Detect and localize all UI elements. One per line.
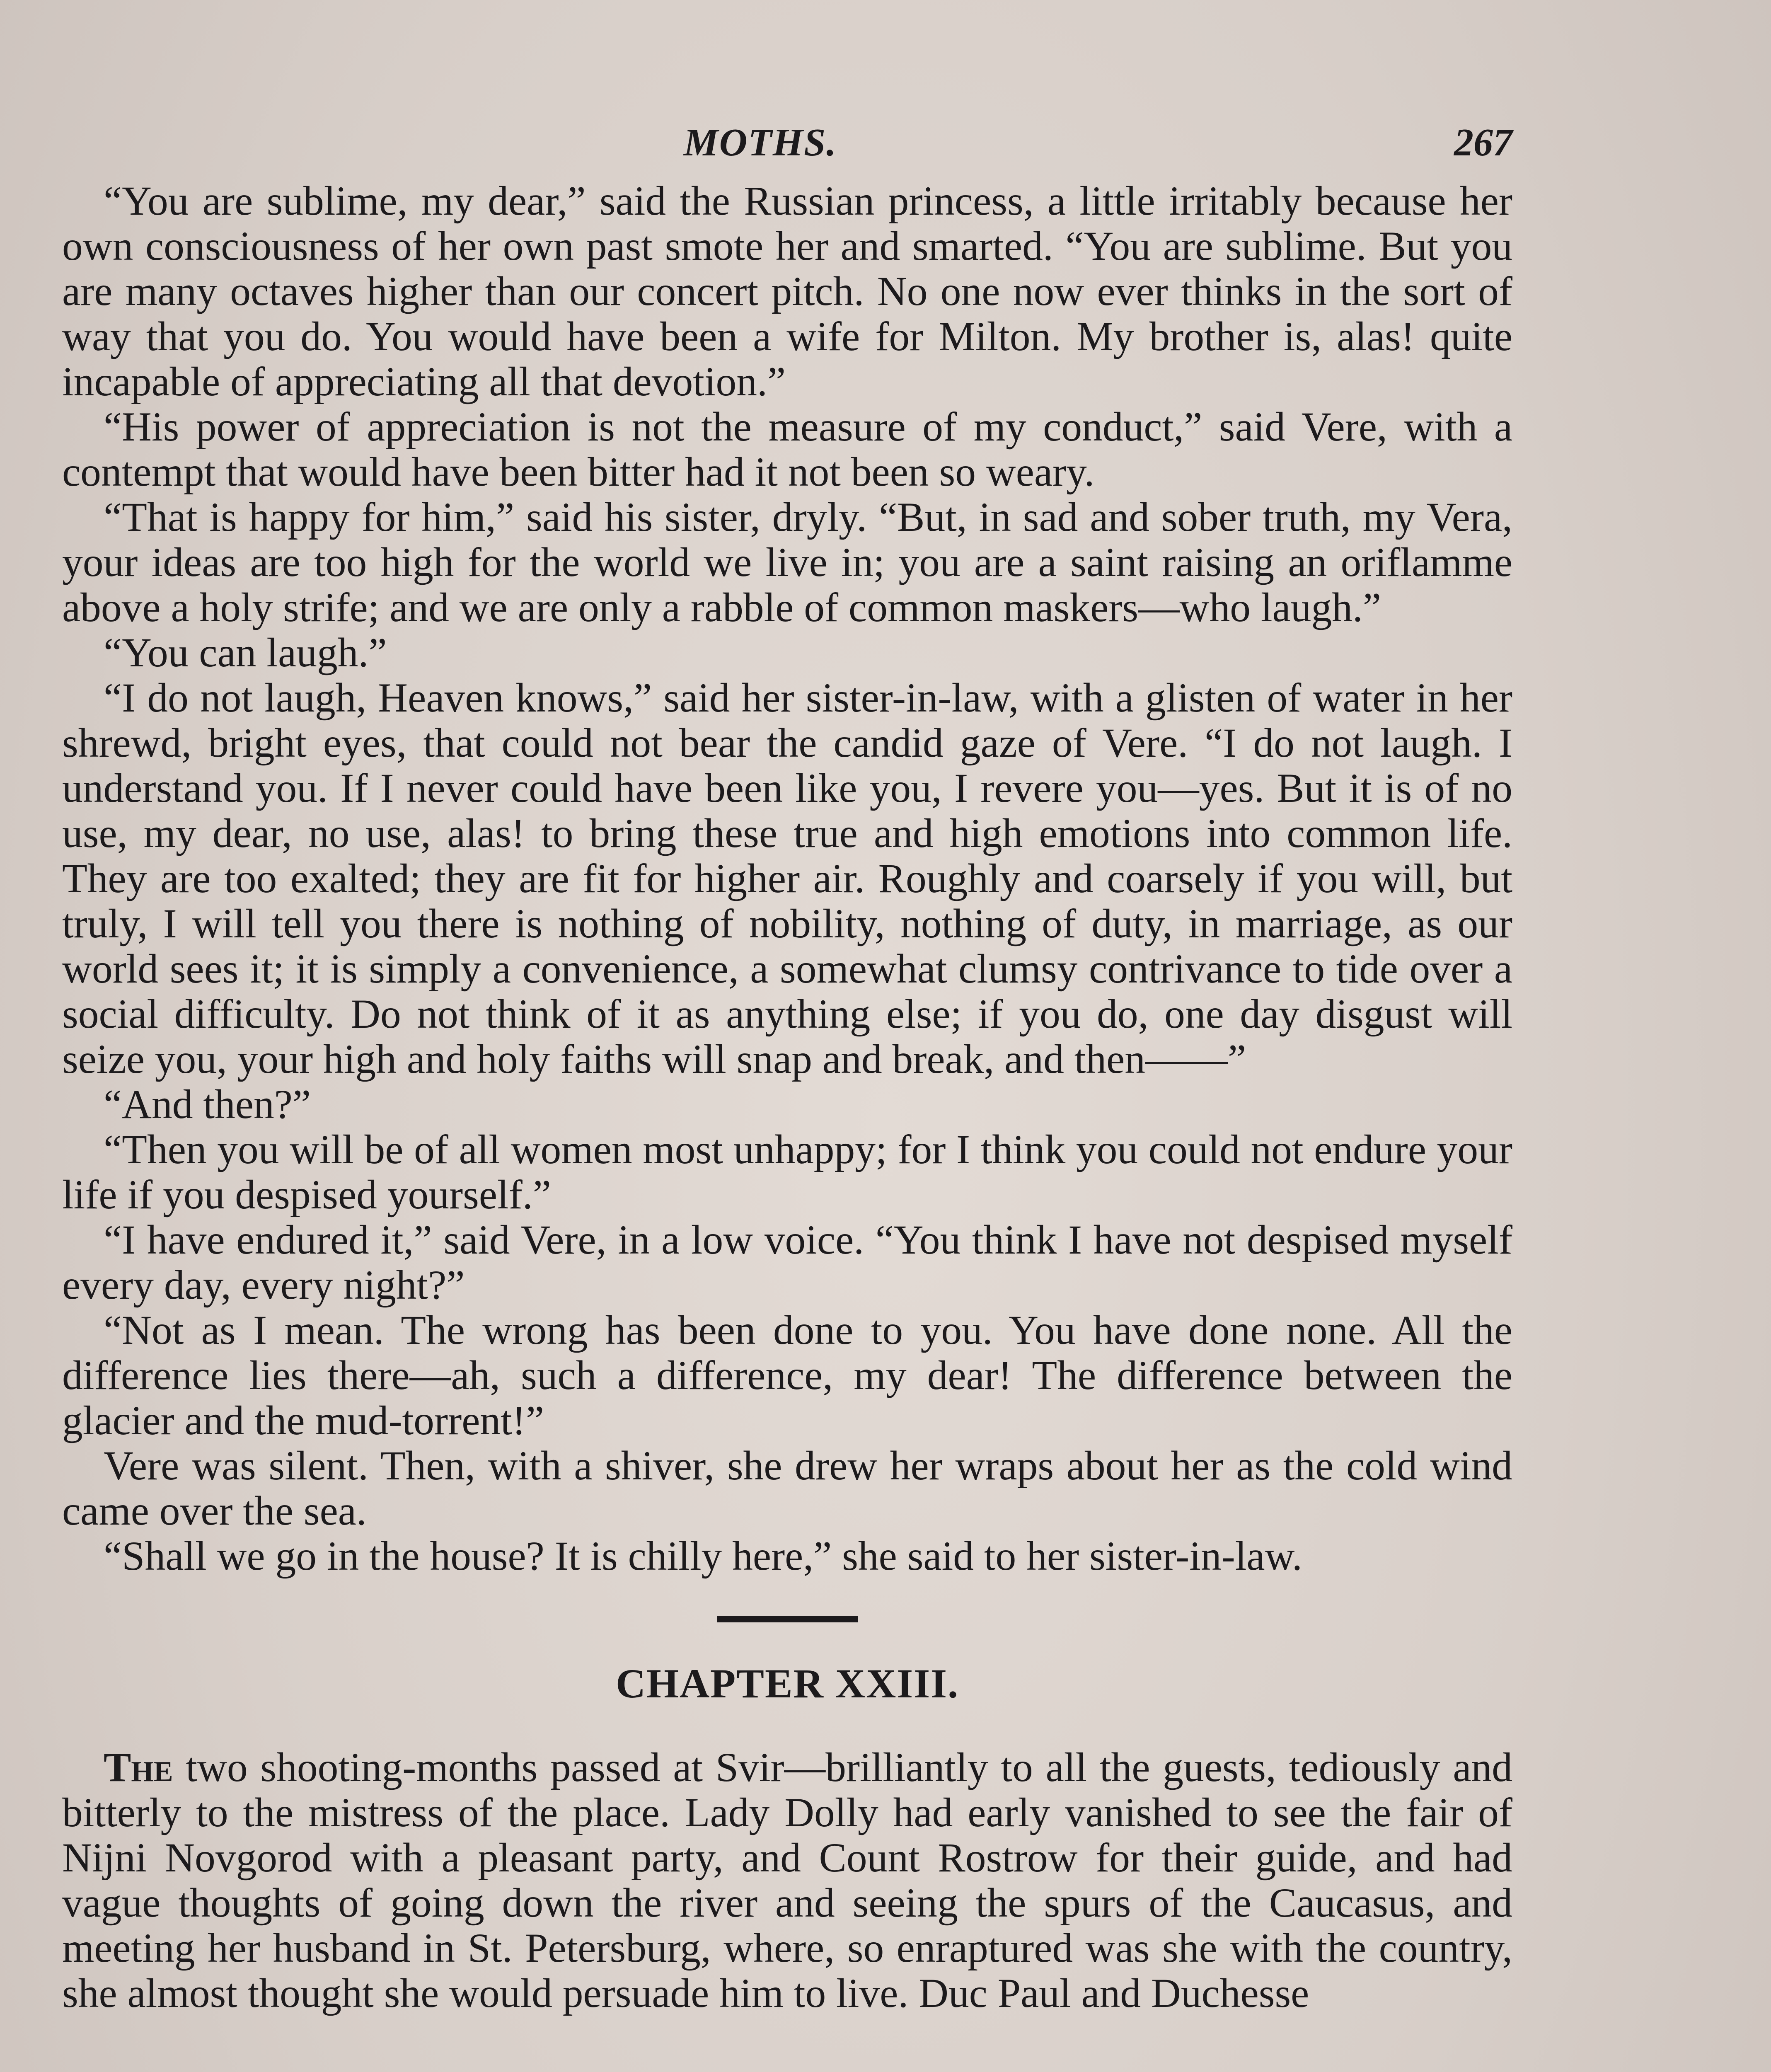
opening-word: The xyxy=(104,1744,173,1790)
paragraph: “That is happy for him,” said his sister, dryly. “But, in sad and sober truth, my Vera, your ideas are too high for the world we live in; you are a saint raising an oriflamme above a holy strife; and we are only a rabble of common maskers—who laugh.” xyxy=(62,494,1512,630)
paragraph: “Then you will be of all women most unhappy; for I think you could not endure your life if you despised yourself.” xyxy=(62,1126,1512,1218)
book-page xyxy=(62,120,1512,2016)
chapter-heading: CHAPTER XXIII. xyxy=(615,1661,959,1706)
paragraph: “I have endured it,” said Vere, in a low voice. “You think I have not despised myself every day, every night?” xyxy=(62,1217,1512,1308)
paragraph: “His power of appreciation is not the measure of my conduct,” said Vere, with a contempt that would have been bitter had it not been so weary. xyxy=(62,404,1512,495)
running-title: MOTHS. xyxy=(684,121,837,164)
paragraph: “You can laugh.” xyxy=(104,629,387,675)
paragraph: “You are sublime, my dear,” said the Russian princess, a little irritably because her own consciousness of her own past smote her and smarted. “You are sublime. But you are many octaves higher than our concert pitch. No one now ever thinks in the sort of way that you do. You would have been a wife for Milton. My brother is, alas! quite incapable of appreciating all that devotion.” xyxy=(62,178,1512,404)
paragraph: Vere was silent. Then, with a shiver, she drew her wraps about her as the cold wind came over the sea. xyxy=(62,1443,1512,1534)
section-divider xyxy=(717,1616,858,1622)
paragraph: “And then?” xyxy=(104,1081,311,1127)
paragraph: “I do not laugh, Heaven knows,” said her sister-in-law, with a glisten of water in her shrewd, bright eyes, that could not bear the candid gaze of Vere. “I do not laugh. I understand you. If I never could have been like you, I revere you—yes. But it is of no use, my dear, no use, alas! to bring these true and high emotions into common life. They are too exalted; they are fit for higher air. Roughly and coarsely if you will, but truly, I will tell you there is nothing of nobility, nothing of duty, in marriage, as our world sees it; it is simply a convenience, a somewhat clumsy contrivance to tide over a social difficulty. Do not think of it as anything else; if you do, one day disgust will seize you, your high and holy faiths will snap and break, and then——” xyxy=(62,675,1512,1082)
chapter-opening-paragraph xyxy=(62,1745,1512,2016)
opening-text: two shooting-months passed at Svir—brilliantly to all the guests, tediously and bitterly to the mistress of the place. Lady Dolly had early vanished to see the fair of Nijni Novgorod with a pleasant party, and Count Rostrow for their guide, and had vague thoughts of going down the river and seeing the spurs of the Caucasus, and meeting her husband in St. Petersburg, where, so enraptured was she with the country, she almost thought she would persuade him to live. Duc Paul and Duchesse xyxy=(62,1744,1512,2016)
running-head xyxy=(62,120,1512,170)
page-number: 267 xyxy=(1454,121,1512,164)
paragraph: “Shall we go in the house? It is chilly here,” she said to her sister-in-law. xyxy=(104,1533,1302,1579)
paragraph: “Not as I mean. The wrong has been done to you. You have done none. All the difference lies there—ah, such a difference, my dear! The difference between the glacier and the mud-torrent!” xyxy=(62,1307,1512,1443)
